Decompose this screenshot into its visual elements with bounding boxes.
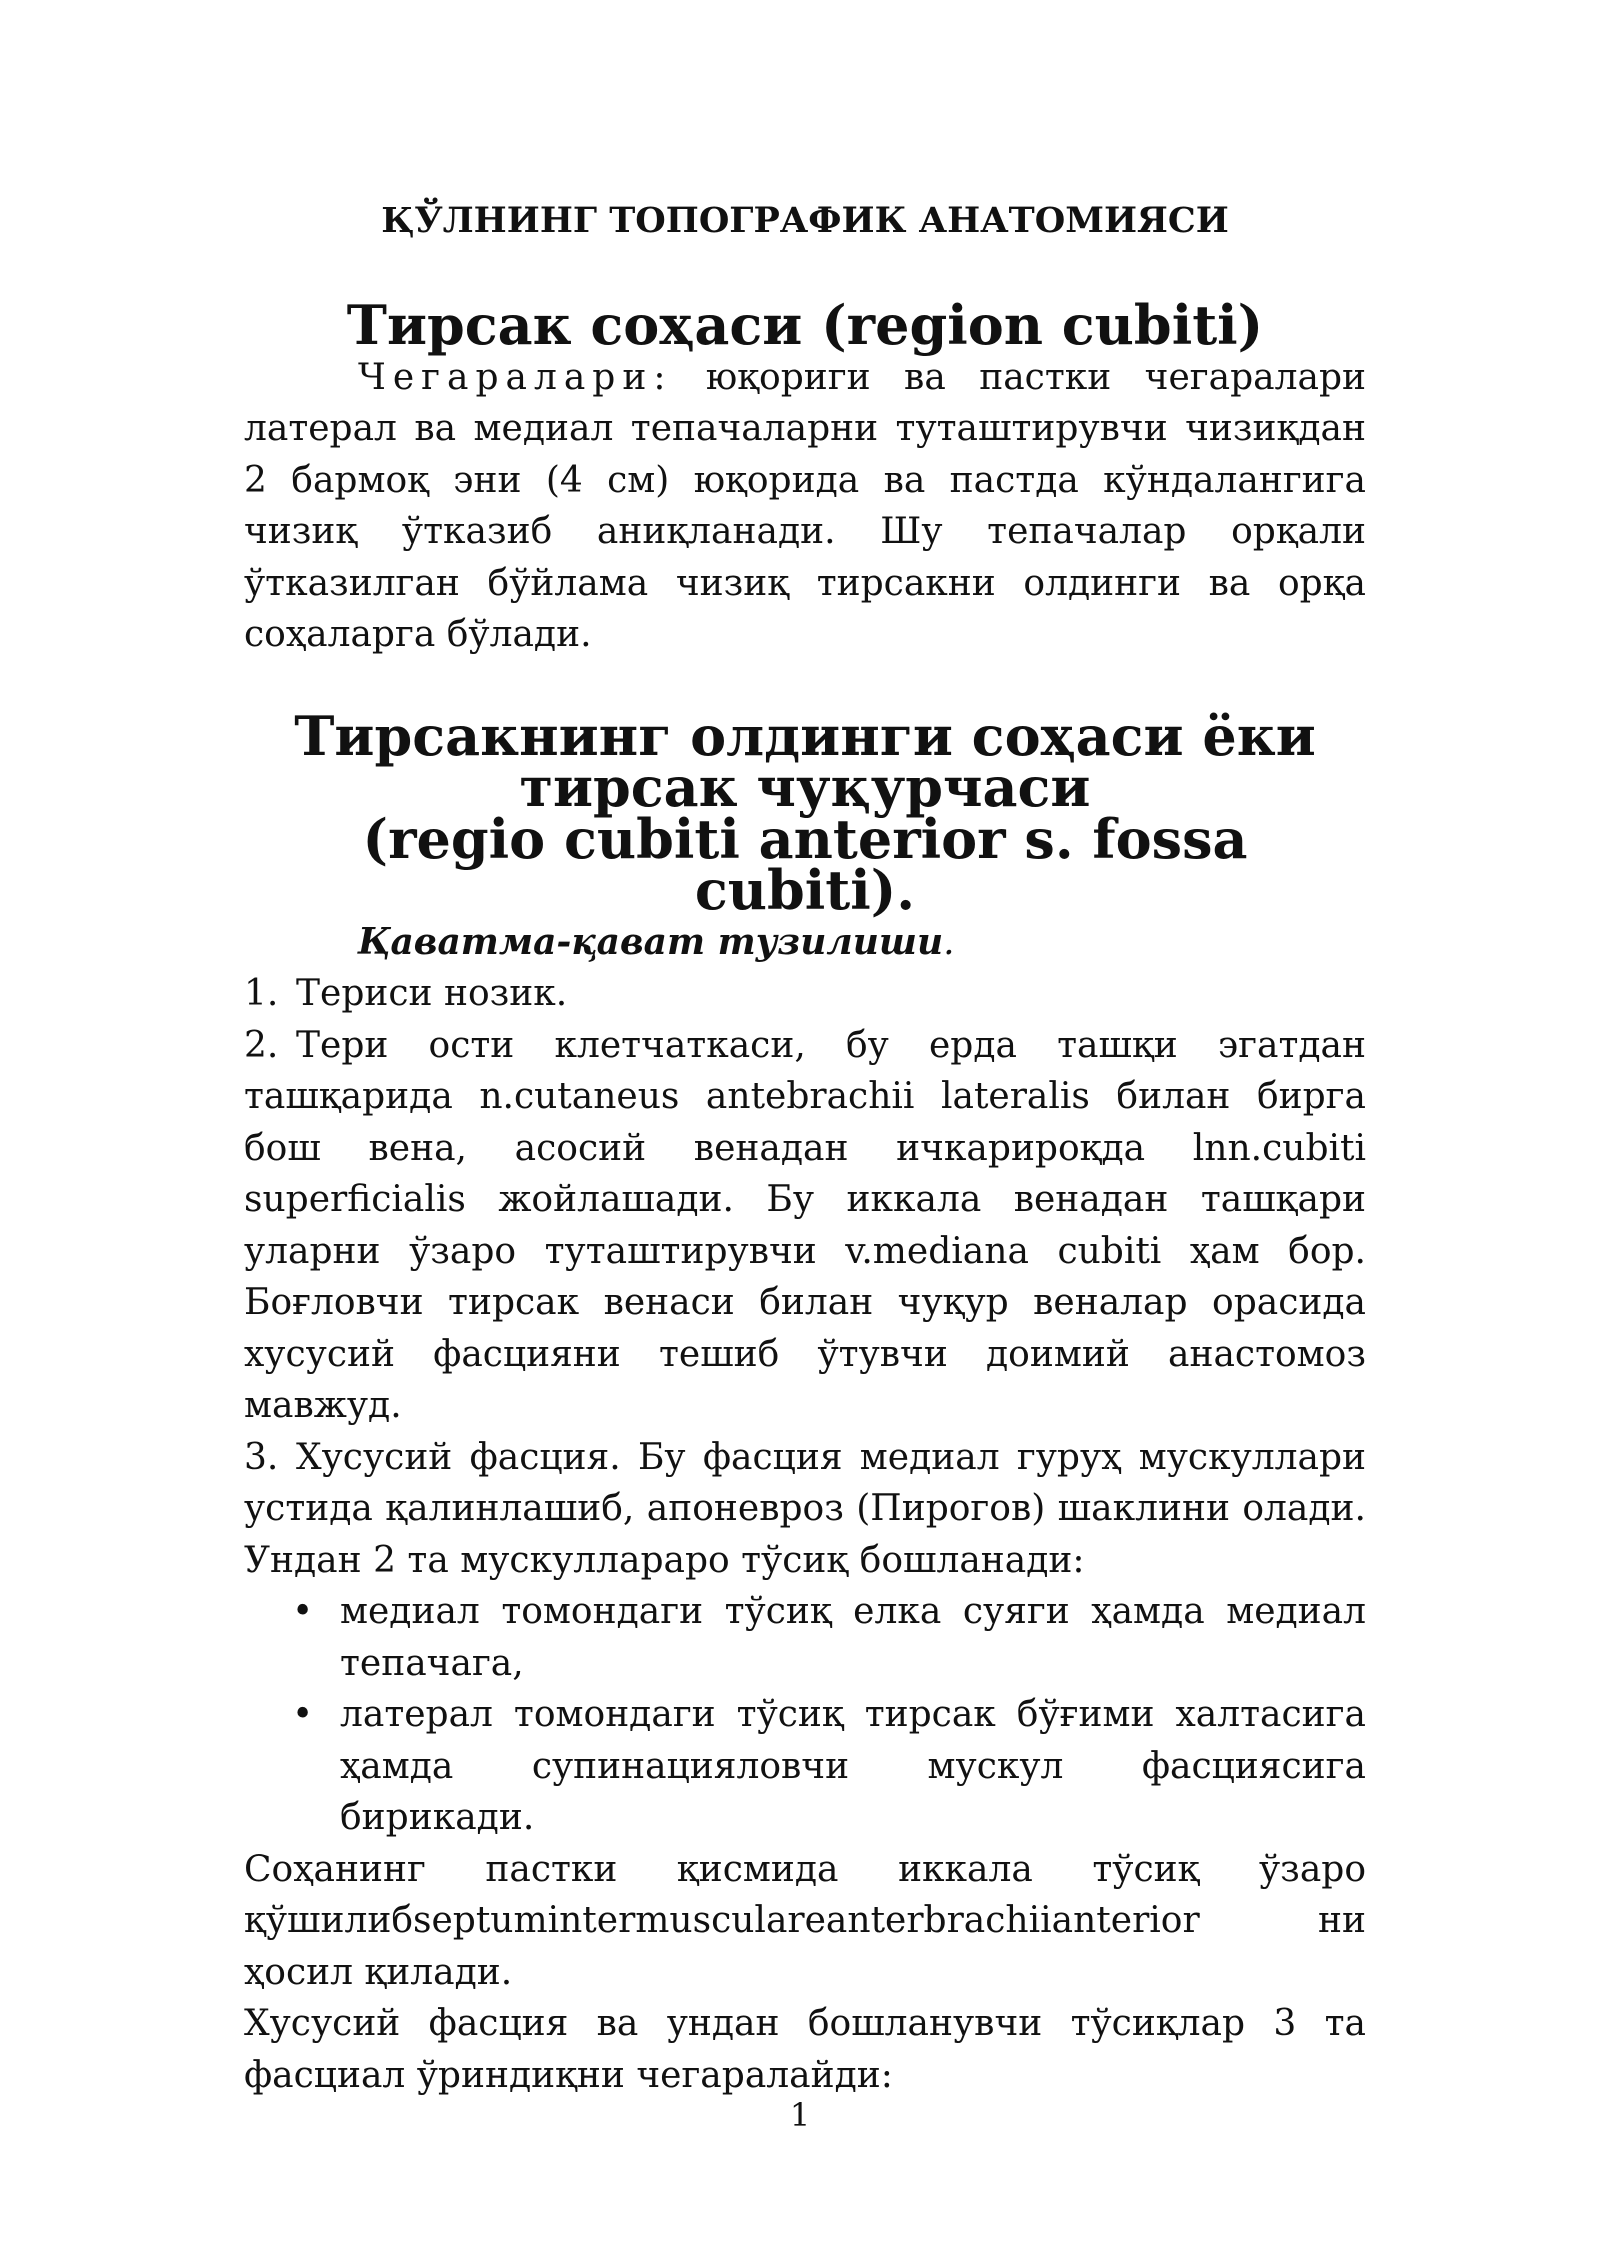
layers-subheading	[244, 917, 1366, 969]
item-text: Тери ости клетчаткаси, бу ерда ташқи эгатдан ташқарида n.cutaneus antebrachii lateralis билан бирга бош вена, асосий венадан ичкарироқда lnn.cubiti superficialis жойлашади. Бу иккала венадан ташқари уларни ўзаро туташтирувчи v.mediana cubiti ҳам бор. Боғловчи тирсак венаси билан чуқур веналар орасида хусусий фасцияни тешиб ўтувчи доимий анастомоз мавжуд.	[244, 1024, 1366, 1426]
bullet-icon: •	[292, 1591, 314, 1632]
septum-latin-term: қўшилибseptumintermusculareanterbrachiianterior	[244, 1900, 1200, 1941]
bullet-text: латерал томондаги тўсиқ тирсак бўғими халтасига ҳамда супинацияловчи мускул фасциясига бирикади.	[340, 1694, 1366, 1838]
section-heading-line2: (regio cubiti anterior s. fossa cubiti).	[362, 806, 1248, 922]
item-text: Териси нозик.	[296, 973, 568, 1014]
word: пастки	[485, 1848, 618, 1890]
septum-paragraph	[244, 1844, 1366, 1999]
word: тўсиқ	[1092, 1848, 1200, 1890]
word: ни	[1318, 1900, 1366, 1941]
section-heading-region-cubiti: Тирсак соҳаси (region cubiti)	[346, 293, 1264, 357]
word: қисмида	[676, 1848, 839, 1890]
word: Соҳанинг	[244, 1848, 426, 1890]
item-text: Хусусий фасция. Бу фасция медиал гуруҳ мускуллари устида қалинлашиб, апоневроз (Пирогов) шаклини олади. Ундан 2 та мускулларaро тўсиқ бошланади:	[244, 1436, 1366, 1581]
document-title: ҚЎЛНИНГ ТОПОГРАФИК АНАТОМИЯСИ	[381, 200, 1229, 241]
borders-paragraph	[244, 352, 1366, 661]
numbered-item-2	[244, 1020, 1366, 1432]
item-number: 1.	[244, 973, 279, 1014]
septum-paragraph-line3: ҳосил қилади.	[244, 1951, 513, 1993]
bullet-text: медиал томондаги тўсиқ елка суяги ҳамда медиал тепачага,	[340, 1591, 1366, 1684]
page-number: 1	[789, 2096, 811, 2134]
bullet-icon: •	[292, 1694, 314, 1735]
layers-subheading-text: Қаватма-қават тузилиши	[358, 920, 944, 963]
septa-bullet-list	[244, 1586, 1366, 1844]
bullet-item-medial	[244, 1586, 1366, 1689]
word: иккала	[898, 1848, 1033, 1890]
borders-lead: Чегаралари:	[358, 356, 673, 398]
borders-text: юқориги ва пастки чегаралари латерал ва медиал тепачаларни туташтирувчи чизиқдан 2 бармоқ эни (4 см) юқорида ва пастда кўндалангига чизиқ ўтказиб аниқланади. Шу тепачалар орқали ўтказилган бўйлама чизиқ тирсакни олдинги ва орқа соҳаларга бўлади.	[244, 356, 1366, 655]
bullet-item-lateral	[244, 1689, 1366, 1844]
section-heading-line1: Тирсакнинг олдинги соҳаси ёки тирсак чуқурчаси	[294, 703, 1316, 819]
septum-paragraph-line1	[244, 1844, 1366, 1896]
numbered-item-3	[244, 1432, 1366, 1587]
page-content	[244, 196, 1366, 2101]
septum-paragraph-line2	[244, 1895, 1366, 1947]
fascial-compartments-paragraph: Хусусий фасция ва ундан бошланувчи тўсиқлар 3 та фасциал ўриндиқни чегаралайди:	[244, 2003, 1366, 2096]
item-number: 2.	[244, 1024, 279, 1066]
item-number: 3.	[244, 1436, 279, 1478]
section-heading-fossa-cubiti	[244, 703, 1366, 922]
word: ўзаро	[1259, 1848, 1366, 1890]
numbered-item-1	[244, 968, 1366, 1020]
layers-subheading-end: .	[943, 921, 955, 963]
